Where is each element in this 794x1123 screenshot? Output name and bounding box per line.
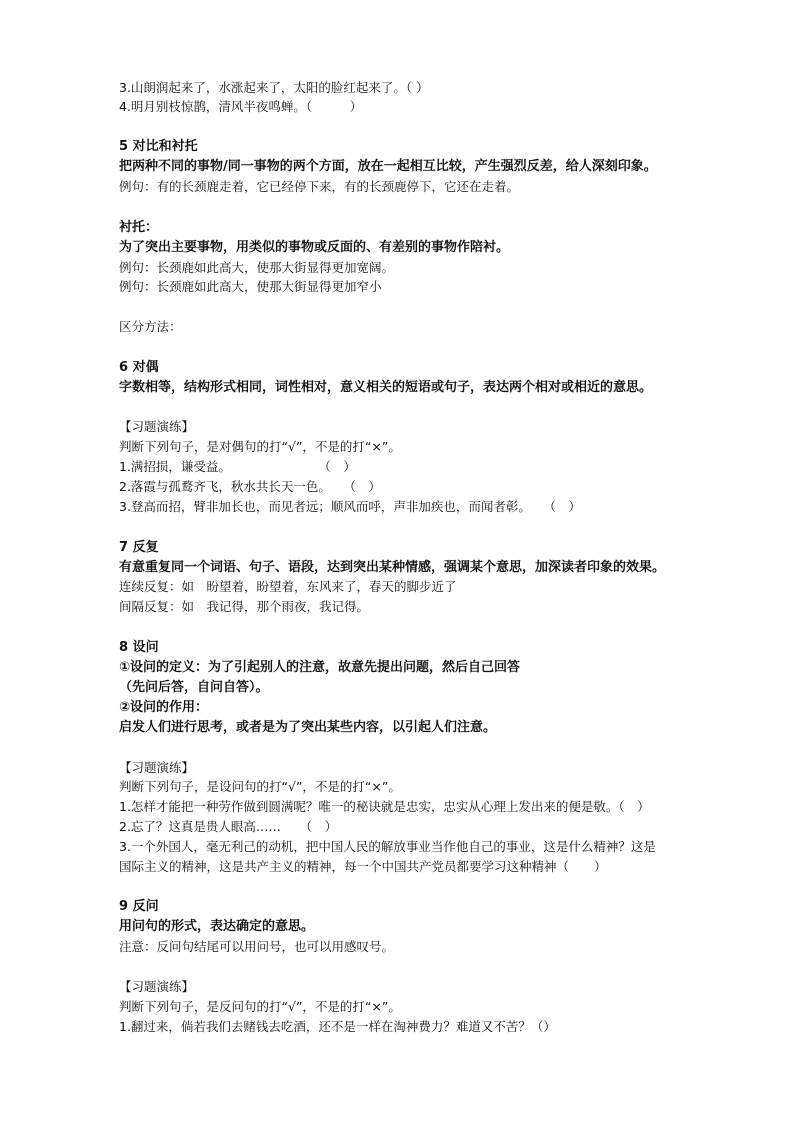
exercise-title: 【习题演练】	[119, 760, 195, 775]
foil-heading: 衬托：	[119, 220, 159, 235]
section-heading-contrast: 5 对比和衬托	[119, 139, 198, 154]
exercise-item: 2.落霞与孤鹜齐飞，秋水共长天一色。 （ ）	[119, 479, 381, 494]
section-heading-rhetorical-q: 8 设问	[119, 640, 159, 655]
exercise-item: 3.登高而招，臂非加长也，而见者远；顺风而呼，声非加疾也，而闻者彰。 （ ）	[119, 499, 581, 514]
exercise-instruction: 判断下列句子，是对偶句的打“√”，不是的打“×”。	[119, 439, 401, 454]
exercise-item: 1.满招损，谦受益。 （ ）	[119, 459, 356, 474]
intro-item-3: 3.山朗润起来了，水涨起来了，太阳的脸红起来了。（ ）	[119, 80, 429, 95]
exercise-instruction: 判断下列句子，是反问句的打“√”，不是的打“×”。	[119, 999, 401, 1014]
foil-definition: 为了突出主要事物，用类似的事物或反面的、有差别的事物作陪衬。	[119, 240, 510, 255]
exercise-title: 【习题演练】	[119, 979, 195, 994]
exercise-title: 【习题演练】	[119, 419, 195, 434]
intro-item-4: 4.明月别枝惊鹊，清风半夜鸣蝉。（ ）	[119, 99, 363, 114]
antithesis-definition: 字数相等，结构形式相同，词性相对，意义相关的短语或句子，表达两个相对或相近的意思。	[119, 380, 653, 395]
contrast-example: 例句：有的长颈鹿走着，它已经停下来，有的长颈鹿停下，它还在走着。	[119, 179, 520, 194]
foil-example-2: 例句：长颈鹿如此高大，使那大街显得更加窄小	[119, 279, 382, 294]
rhetorical-q-definition-paren: （先问后答，自问自答）。	[119, 680, 269, 695]
exercise-item-continued: 国际主义的精神，这是共产主义的精神，每一个中国共产党员都要学习这种精神（ ）	[119, 859, 607, 874]
section-heading-repetition: 7 反复	[119, 540, 159, 555]
rhetorical-q-function-text: 启发人们进行思考，或者是为了突出某些内容，以引起人们注意。	[119, 720, 497, 735]
exercise-item: 3.一个外国人，毫无利己的动机，把中国人民的解放事业当作他自己的事业，这是什么精神？这是	[119, 839, 656, 854]
repetition-definition: 有意重复同一个词语、句子、语段，达到突出某种情感，强调某个意思，加深读者印象的效果。	[119, 560, 666, 575]
rhetorical-q-definition: ①设问的定义：为了引起别人的注意，故意先提出问题，然后自己回答	[119, 660, 521, 675]
repetition-interval: 间隔反复：如 我记得，那个雨夜，我记得。	[119, 599, 370, 614]
exercise-item: 1.翻过来，倘若我们去赌钱去吃酒，还不是一样在淘神费力？难道又不苦？（）	[119, 1019, 556, 1034]
distinguish-method: 区分方法：	[119, 319, 182, 334]
rhetorical-question-definition: 用问句的形式，表达确定的意思。	[119, 919, 315, 934]
exercise-item: 1.怎样才能把一种劳作做到圆满呢？唯一的秘诀就是忠实，忠实从心理上发出来的便是敬。（ ）	[119, 799, 650, 814]
exercise-item: 2.忘了？这真是贵人眼高…… （ ）	[119, 819, 338, 834]
contrast-definition: 把两种不同的事物/同一事物的两个方面，放在一起相互比较，产生强烈反差，给人深刻印象。	[119, 159, 657, 174]
rhetorical-q-function-label: ②设问的作用：	[119, 700, 209, 715]
exercise-instruction: 判断下列句子，是设问句的打“√”，不是的打“×”。	[119, 779, 401, 794]
rhetorical-question-note: 注意：反问句结尾可以用问号，也可以用感叹号。	[119, 939, 395, 954]
foil-example-1: 例句：长颈鹿如此高大，使那大街显得更加宽阔。	[119, 260, 395, 275]
repetition-continuous: 连续反复：如 盼望着，盼望着，东风来了，春天的脚步近了	[119, 579, 457, 594]
section-heading-rhetorical-question: 9 反问	[119, 899, 159, 914]
section-heading-antithesis: 6 对偶	[119, 360, 159, 375]
